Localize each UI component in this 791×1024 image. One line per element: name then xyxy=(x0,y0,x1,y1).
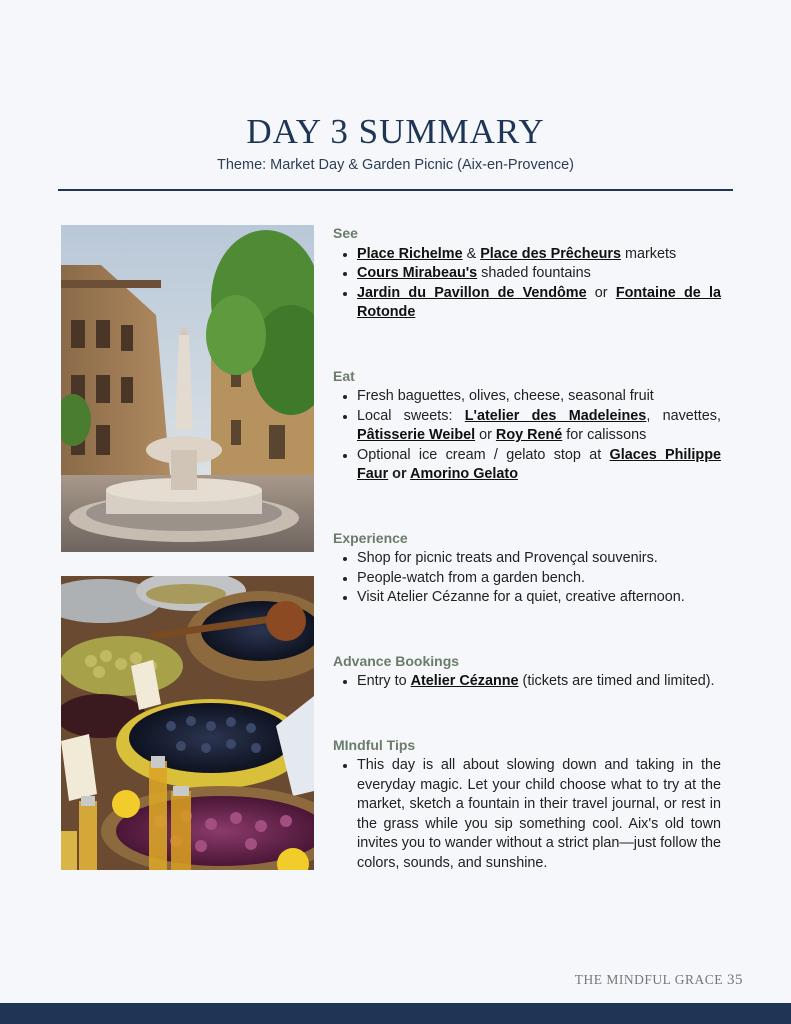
list-item: • Optional ice cream / gelato stop at Glaces Philippe Faur or Amorino Gelato xyxy=(357,446,721,485)
section-heading-bookings: Advance Bookings xyxy=(333,652,460,669)
page-subtitle: Theme: Market Day & Garden Picnic (Aix-en-Provence) xyxy=(217,157,574,173)
page-number: 35 xyxy=(727,972,743,988)
section-experience xyxy=(333,529,721,608)
section-tips xyxy=(333,736,721,874)
section-eat xyxy=(333,367,721,485)
list-item: • Local sweets: L'atelier des Madeleines, navettes, Pâtisserie Weibel or Roy René for calissons xyxy=(357,407,721,446)
list-item: • Cours Mirabeau's shaded fountains xyxy=(357,264,721,284)
list-item: • Fresh baguettes, olives, cheese, seasonal fruit xyxy=(357,387,721,407)
place-richelme-link[interactable]: Place Richelme xyxy=(357,245,463,262)
place-des-precheurs-link[interactable]: Place des Prêcheurs xyxy=(480,245,621,262)
section-heading-eat: Eat xyxy=(333,367,355,384)
jardin-pavillon-link[interactable]: Jardin du Pavillon de Vendôme xyxy=(357,284,587,301)
list-item: • People-watch from a garden bench. xyxy=(357,569,721,589)
list-item: • This day is all about slowing down and taking in the everyday magic. Let your child choose what to try at the market, sketch a fountain in their travel journal, or rest in the grass while you sip something cool. Aix's old town invites you to wander without a strict plan—just follow the colors, sounds, and sunshine. xyxy=(357,756,721,873)
fountain-square-photo xyxy=(61,225,314,552)
page-title: DAY 3 SUMMARY xyxy=(246,112,545,151)
list-item: • Jardin du Pavillon de Vendôme or Fontaine de la Rotonde xyxy=(357,284,721,323)
summary-content xyxy=(333,224,721,917)
section-heading-see: See xyxy=(333,225,358,241)
list-item: • Entry to Atelier Cézanne (tickets are timed and limited). xyxy=(357,672,721,692)
atelier-cezanne-link[interactable]: Atelier Cézanne xyxy=(410,673,519,689)
list-item: • Shop for picnic treats and Provençal souvenirs. xyxy=(357,549,721,569)
list-item: • Visit Atelier Cézanne for a quiet, creative afternoon. xyxy=(357,588,721,608)
amorino-gelato-link[interactable]: Amorino Gelato xyxy=(410,466,518,482)
atelier-madeleines-link[interactable]: L'atelier des Madeleines xyxy=(464,407,647,424)
roy-rene-link[interactable]: Roy René xyxy=(495,427,563,443)
list-item: • Place Richelme & Place des Prêcheurs markets xyxy=(357,245,721,265)
cours-mirabeau-link[interactable]: Cours Mirabeau's xyxy=(357,265,478,281)
glaces-philippe-faur-link[interactable]: Glaces Philippe Faur xyxy=(357,446,722,482)
olive-market-photo xyxy=(61,576,314,870)
footer-bar xyxy=(0,1003,791,1024)
fontaine-rotonde-link[interactable]: Fontaine de la Rotonde xyxy=(357,284,721,320)
section-heading-tips: MIndful Tips xyxy=(333,736,416,753)
brand-name: THE MINDFUL GRACE xyxy=(574,972,723,987)
section-bookings xyxy=(333,652,721,692)
patisserie-weibel-link[interactable]: Pâtisserie Weibel xyxy=(357,427,476,443)
page-footer xyxy=(575,972,743,989)
section-see xyxy=(333,224,721,323)
title-divider xyxy=(58,189,733,191)
section-heading-experience: Experience xyxy=(333,529,408,546)
